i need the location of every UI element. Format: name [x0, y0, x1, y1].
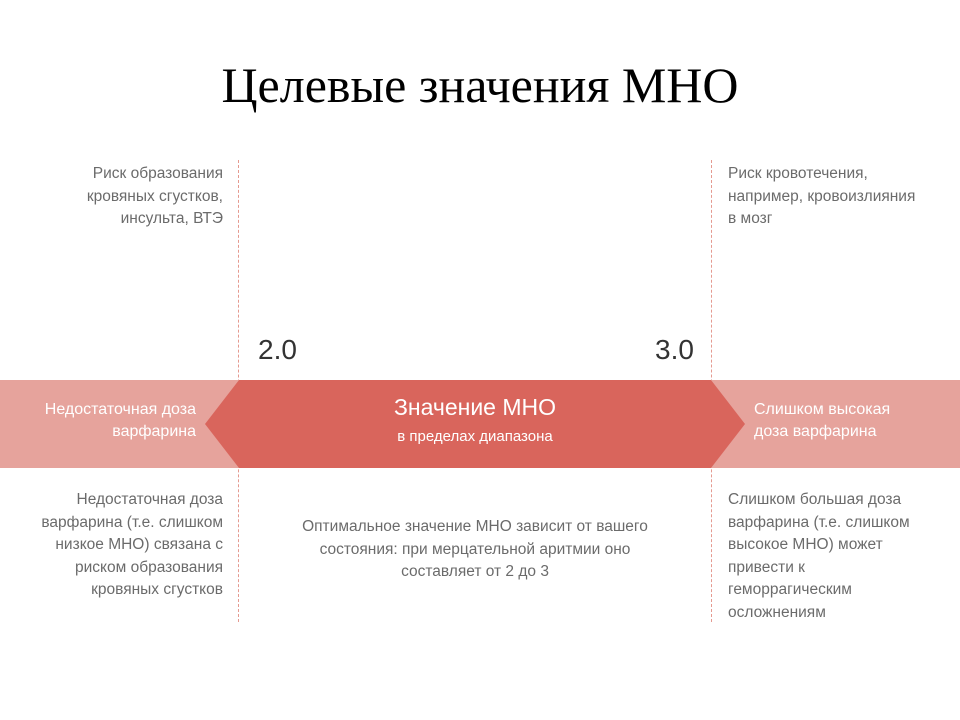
target-range-subtitle: в пределах диапазона	[397, 428, 553, 445]
upper-threshold-value: 3.0	[655, 334, 694, 365]
high-inr-risk-note: Риск кровотечения, например, кровоизлияния в мозг	[728, 165, 916, 227]
target-range-title: Значение МНО	[393, 394, 557, 420]
optimal-range-description: Оптимальное значение МНО зависит от вашего состояния: при мерцательной аритмии оно составляет от 2 до 3	[302, 518, 648, 580]
high-dose-description: Слишком большая доза варфарина (т.е. слишком высокое МНО) может привести к геморрагическим осложнениям	[728, 491, 910, 621]
high-dose-label: Слишком высокая доза варфарина	[754, 401, 891, 440]
low-dose-description: Недостаточная доза варфарина (т.е. слишком низкое МНО) связана с риском образования кровяных сгустков	[41, 491, 223, 598]
low-dose-label: Недостаточная доза варфарина	[44, 401, 196, 440]
slide-title: Целевые значения МНО	[221, 57, 739, 113]
low-inr-risk-note: Риск образования кровяных сгустков, инсульта, ВТЭ	[86, 165, 223, 227]
lower-threshold-value: 2.0	[258, 334, 297, 365]
